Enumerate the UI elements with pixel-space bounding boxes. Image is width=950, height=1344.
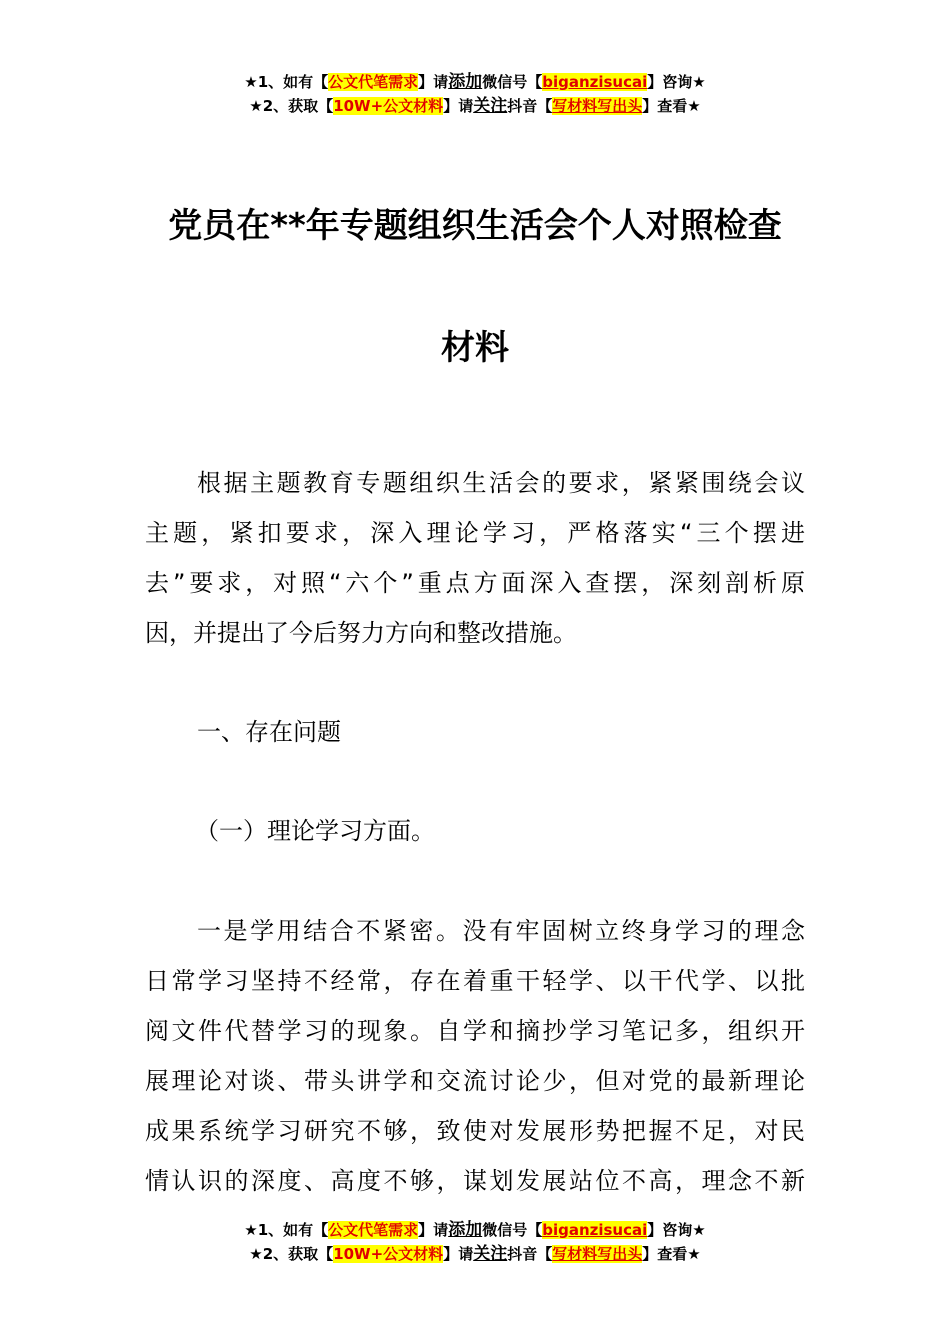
promo-text: ★2、获取【 xyxy=(249,97,334,115)
text-line: 一是学用结合不紧密。没有牢固树立终身学习的理念 xyxy=(197,917,805,945)
promo-line-2 xyxy=(0,1242,950,1266)
promo-banner-top xyxy=(0,70,950,118)
text-line: 根据主题教育专题组织生活会的要求，紧紧围绕会议 xyxy=(197,469,805,497)
promo-emphasis: 添加 xyxy=(448,72,483,92)
text-line: 去”要求，对照“六个”重点方面深入查摆，深刻剖析原 xyxy=(145,569,805,597)
promo-text: 微信号【 xyxy=(482,1221,543,1239)
promo-line-1 xyxy=(0,1218,950,1242)
promo-text: ★2、获取【 xyxy=(249,1245,334,1263)
promo-emphasis: 添加 xyxy=(448,1220,483,1240)
promo-highlight: 公文代笔需求 xyxy=(328,73,419,91)
subsection-heading xyxy=(145,806,805,856)
douyin-link[interactable]: 写材料写出头 xyxy=(552,1245,643,1263)
body-paragraph xyxy=(145,906,805,1206)
text-line: 成果系统学习研究不够，致使对发展形势把握不足，对民 xyxy=(145,1117,805,1145)
promo-emphasis: 关注 xyxy=(473,96,508,116)
promo-highlight: 10W+公文材料 xyxy=(333,1245,444,1263)
promo-banner-bottom xyxy=(0,1218,950,1266)
section-heading-text: 一、存在问题 xyxy=(197,718,341,746)
douyin-link[interactable]: 写材料写出头 xyxy=(552,97,643,115)
document-title-line-1: 党员在**年专题组织生活会个人对照检查 xyxy=(168,206,782,246)
promo-text: 】请 xyxy=(443,97,474,115)
promo-text: 抖音【 xyxy=(507,97,553,115)
promo-text: ★1、如有【 xyxy=(244,73,329,91)
promo-highlight: 公文代笔需求 xyxy=(328,1221,419,1239)
promo-line-2 xyxy=(0,94,950,118)
text-line: 展理论对谈、带头讲学和交流讨论少，但对党的最新理论 xyxy=(145,1067,805,1095)
promo-text: 抖音【 xyxy=(507,1245,553,1263)
promo-text: 】咨询★ xyxy=(647,73,706,91)
promo-text: 】请 xyxy=(418,1221,449,1239)
promo-text: 】查看★ xyxy=(642,1245,701,1263)
promo-text: ★1、如有【 xyxy=(244,1221,329,1239)
promo-highlight: 10W+公文材料 xyxy=(333,97,444,115)
text-line: 因，并提出了今后努力方向和整改措施。 xyxy=(145,619,577,647)
promo-line-1 xyxy=(0,70,950,94)
text-line: 阅文件代替学习的现象。自学和摘抄学习笔记多，组织开 xyxy=(145,1017,805,1045)
text-line: 主题，紧扣要求，深入理论学习，严格落实“三个摆进 xyxy=(145,519,805,547)
promo-emphasis: 关注 xyxy=(473,1244,508,1264)
promo-text: 】请 xyxy=(418,73,449,91)
section-heading xyxy=(145,707,805,757)
intro-paragraph xyxy=(145,458,805,658)
subsection-heading-text: （一）理论学习方面。 xyxy=(195,817,435,845)
promo-text: 】咨询★ xyxy=(647,1221,706,1239)
promo-text: 】请 xyxy=(443,1245,474,1263)
promo-text: 】查看★ xyxy=(642,97,701,115)
wechat-id-link[interactable]: biganzisucai xyxy=(542,1221,648,1239)
text-line: 情认识的深度、高度不够，谋划发展站位不高，理念不新 xyxy=(145,1167,805,1195)
promo-text: 微信号【 xyxy=(482,73,543,91)
wechat-id-link[interactable]: biganzisucai xyxy=(542,73,648,91)
text-line: 日常学习坚持不经常，存在着重干轻学、以干代学、以批 xyxy=(145,967,805,995)
document-title-line-2: 材料 xyxy=(441,328,509,368)
